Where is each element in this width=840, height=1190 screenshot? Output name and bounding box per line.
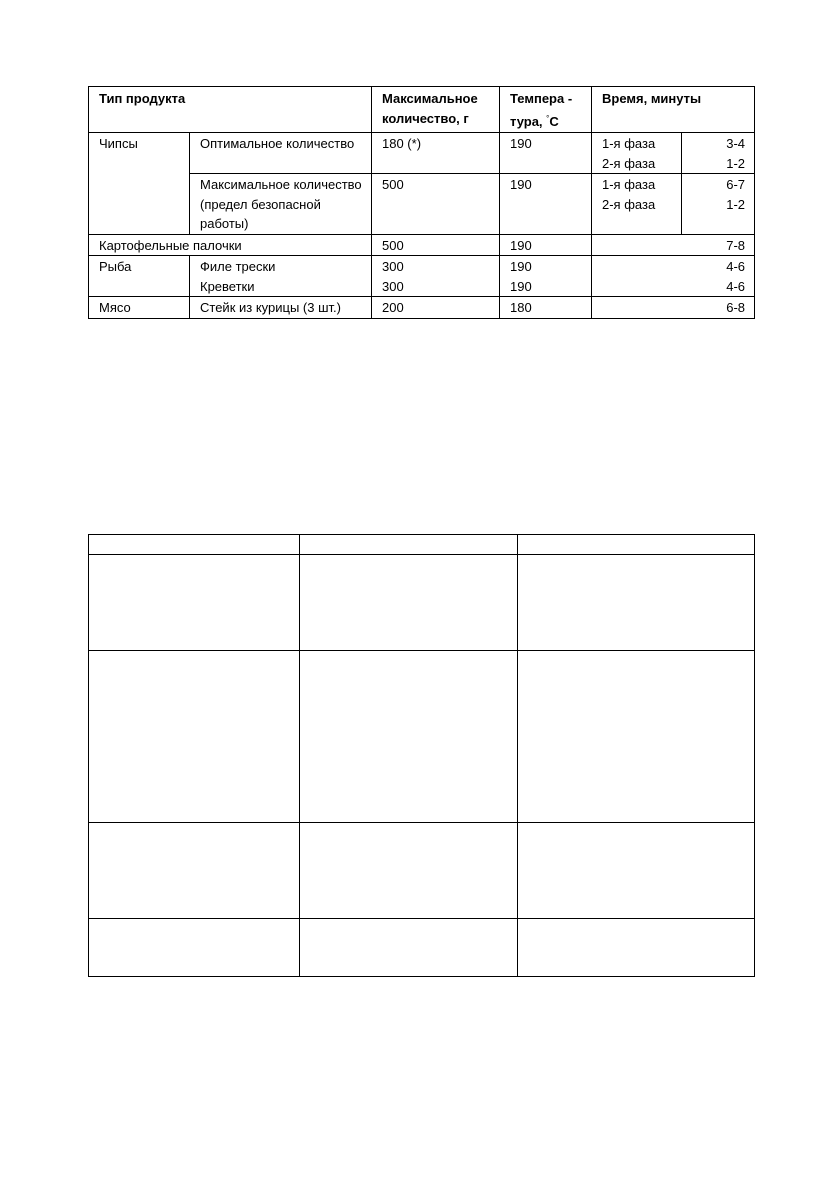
empty-cell — [300, 535, 518, 555]
empty-cell — [89, 651, 300, 823]
meat-category: Мясо — [89, 297, 190, 319]
fish-temps: 190 190 — [500, 256, 592, 297]
table-row — [89, 234, 755, 256]
chips-maximum-label: Максимальное количество (предел безопасной работы) — [190, 174, 372, 235]
chips-optimal-phases: 1-я фаза 2-я фаза — [592, 133, 682, 174]
empty-cell — [89, 919, 300, 977]
table-header-row — [89, 87, 755, 133]
fries-time: 7-8 — [592, 234, 755, 256]
empty-table — [88, 534, 755, 977]
empty-table-row — [89, 555, 755, 651]
fish-times: 4-6 4-6 — [592, 256, 755, 297]
empty-table-row — [89, 651, 755, 823]
chips-category: Чипсы — [89, 133, 190, 235]
header-product-type: Тип продукта — [89, 87, 372, 133]
empty-cell — [300, 823, 518, 919]
meat-item: Стейк из курицы (3 шт.) — [190, 297, 372, 319]
chips-maximum-times: 6-7 1-2 — [682, 174, 755, 235]
table-row — [89, 133, 755, 174]
chips-optimal-times: 3-4 1-2 — [682, 133, 755, 174]
empty-cell — [518, 919, 755, 977]
chips-maximum-temp: 190 — [500, 174, 592, 235]
empty-table-header-row — [89, 535, 755, 555]
meat-time: 6-8 — [592, 297, 755, 319]
chips-maximum-phases: 1-я фаза 2-я фаза — [592, 174, 682, 235]
chips-optimal-temp: 190 — [500, 133, 592, 174]
fries-temp: 190 — [500, 234, 592, 256]
fries-amount: 500 — [372, 234, 500, 256]
cooking-table — [88, 86, 755, 319]
header-temperature: Темпера - тура, °С — [500, 87, 592, 133]
empty-cell — [89, 555, 300, 651]
fries-label: Картофельные палочки — [89, 234, 372, 256]
fish-category: Рыба — [89, 256, 190, 297]
fish-items: Филе трески Креветки — [190, 256, 372, 297]
empty-cell — [89, 535, 300, 555]
meat-temp: 180 — [500, 297, 592, 319]
empty-table-row — [89, 823, 755, 919]
empty-cell — [300, 919, 518, 977]
fish-amounts: 300 300 — [372, 256, 500, 297]
empty-cell — [300, 651, 518, 823]
empty-cell — [518, 651, 755, 823]
empty-cell — [518, 823, 755, 919]
empty-cell — [518, 535, 755, 555]
chips-optimal-amount: 180 (*) — [372, 133, 500, 174]
chips-optimal-label: Оптимальное количество — [190, 133, 372, 174]
chips-maximum-amount: 500 — [372, 174, 500, 235]
header-time: Время, минуты — [592, 87, 755, 133]
meat-amount: 200 — [372, 297, 500, 319]
table-row — [89, 297, 755, 319]
table-row — [89, 256, 755, 297]
empty-table-row — [89, 919, 755, 977]
empty-cell — [518, 555, 755, 651]
header-max-amount: Максимальное количество, г — [372, 87, 500, 133]
empty-cell — [89, 823, 300, 919]
empty-cell — [300, 555, 518, 651]
